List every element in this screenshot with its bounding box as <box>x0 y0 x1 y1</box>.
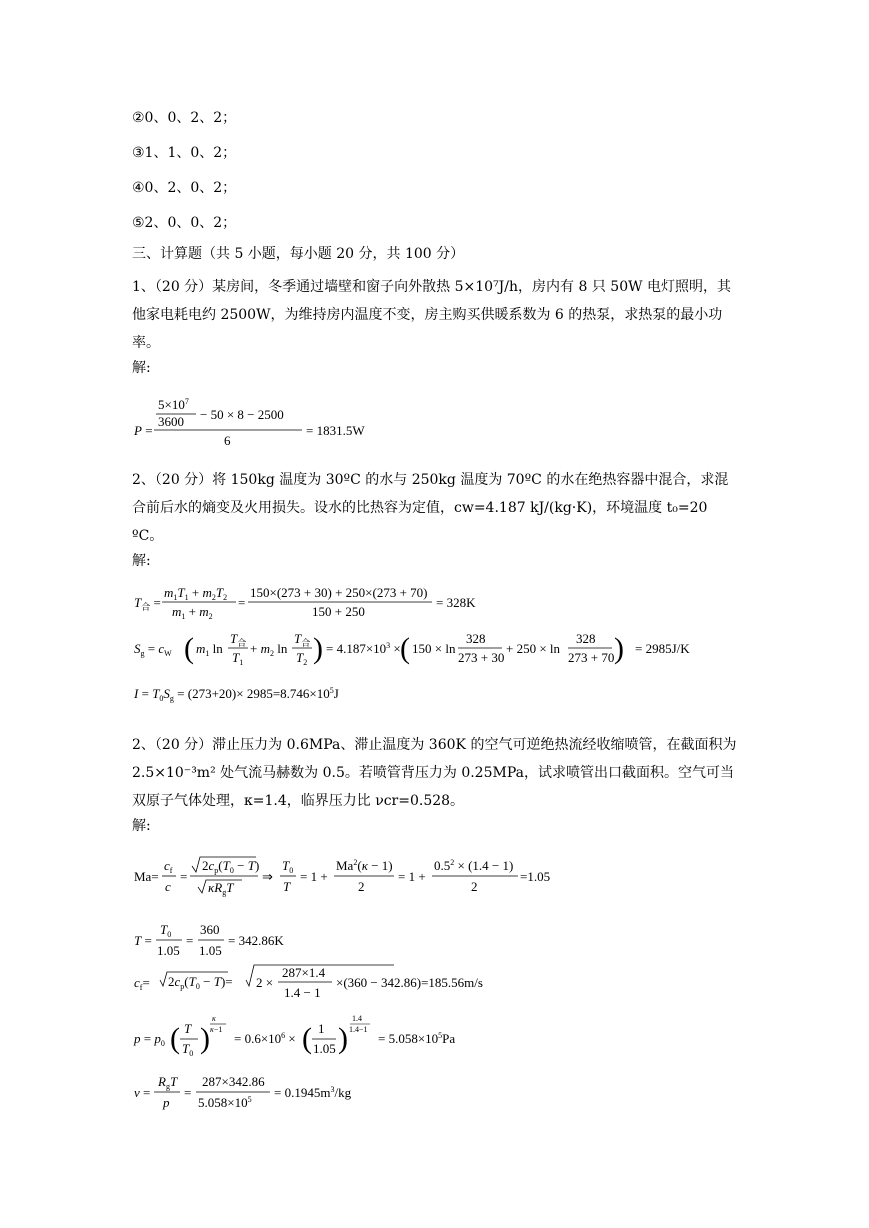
svg-text:v =: v = <box>134 1085 151 1100</box>
question-1-text: 1、（20 分）某房间，冬季通过墙壁和窗子向外散热 5×10⁷J/h，房内有 8 只 50W 电灯照明，其他家电耗电约 2500W，为维持房内温度不变，房主购买供暖系数为 6 的热泵，求热泵的最小功率。 <box>132 279 731 351</box>
svg-text:= 2985J/K: = 2985J/K <box>635 641 690 656</box>
question-3-answer-label: 解: <box>132 818 151 834</box>
svg-text:T: T <box>283 879 291 894</box>
svg-text:= 5.058×105Pa: = $5.058\times 10^5Pa$ <box>378 1031 456 1046</box>
question-2-equation-entropy <box>132 628 652 676</box>
svg-text:150 × ln: 150 × ln <box>412 641 456 656</box>
svg-text:273 + 30: 273 + 30 <box>458 650 505 665</box>
question-2-answer-label: 解: <box>132 553 151 569</box>
svg-text:T =: T = <box>134 933 152 948</box>
svg-text:κRgT: $\kappa R_gT$ <box>208 880 234 897</box>
svg-text:6: 6 <box>224 433 231 448</box>
svg-text:− 50 × 8 − 2500: − 50 × 8 − 2500 <box>200 407 284 422</box>
question-1-answer-label: 解: <box>132 360 151 376</box>
svg-text:P =: P = <box>134 423 153 438</box>
svg-text:T: T <box>184 1021 192 1036</box>
svg-text:2cp(T0 − T)=: $2c_p(T_0 - T)=$ <box>168 974 233 991</box>
question-2-equation-mixing-temp <box>132 582 492 628</box>
equation-power-svg <box>132 395 392 447</box>
svg-text:+ m2 ln: + $m_2$ ln <box>250 641 288 658</box>
svg-text:m1 + m2: $m_1 + m_2$ <box>172 604 213 621</box>
svg-text:2 ×: 2 × <box>256 975 274 990</box>
svg-text:Ma2(κ − 1): $Ma^2(\kappa - 1)$ <box>336 858 393 873</box>
svg-text:T合: $T_合$ <box>230 631 247 648</box>
svg-text:5.058×105: $5.058\times 10^5$ <box>198 1095 252 1110</box>
svg-text:287×342.86: 287×342.86 <box>202 1074 265 1089</box>
svg-text:150 + 250: 150 + 250 <box>312 604 365 619</box>
option-3: ③1、1、0、2； <box>132 145 237 161</box>
svg-text:1.4−1: 1.4−1 <box>349 1025 368 1034</box>
svg-text:= 0.6×106 ×: = $0.6\times 10^6$ × <box>234 1031 296 1046</box>
svg-text:1: 1 <box>318 1021 325 1036</box>
svg-text:150×(273 + 30) + 250×(273 + 70: 150×(273 + 30) + 250×(273 + 70) <box>250 585 428 600</box>
svg-text:T合: $T_合$ <box>294 631 311 648</box>
svg-text:= 342.86K: = 342.86K <box>228 933 284 948</box>
svg-text:(: ( <box>302 1022 312 1055</box>
option-5: ⑤2、0、0、2； <box>132 215 237 231</box>
svg-text:1.05: 1.05 <box>199 943 222 958</box>
svg-text:= 1 +: = 1 + <box>300 869 328 884</box>
svg-text:T0: $T_0$ <box>160 922 172 939</box>
svg-text:3600: 3600 <box>158 414 184 429</box>
question-2-entropy-result <box>635 641 715 665</box>
svg-text:287×1.4: 287×1.4 <box>282 965 326 980</box>
svg-text:⇒: ⇒ <box>262 869 273 884</box>
svg-text:T1: $T_1$ <box>232 650 244 667</box>
svg-text:= 1831.5W: = 1831.5W <box>306 423 365 438</box>
svg-text:m1T1 + m2T2: $m_1T_1 + m_2T_2$ <box>164 585 228 602</box>
question-3-text: 2、（20 分）滞止压力为 0.6MPa、滞止温度为 360K 的空气可逆绝热流经收缩喷管，在截面积为 2.5×10⁻³m² 处气流马赫数为 0.5。若喷管背压力为 0.25MPa，试求喷管出口截面积。空气可当双原子气体处理，κ=1.4，临界压力比 νcr=0.528。 <box>132 737 737 809</box>
question-3-equation-temperature <box>132 922 352 966</box>
svg-text:5×107: $5\times 10^7$ <box>158 397 189 412</box>
svg-text:RgT: $R_gT$ <box>158 1074 178 1091</box>
svg-text:): ) <box>200 1022 210 1055</box>
svg-text:273 + 70: 273 + 70 <box>568 650 615 665</box>
svg-text:= 328K: = 328K <box>436 595 476 610</box>
svg-text:1.4: 1.4 <box>352 1014 362 1023</box>
svg-text:328: 328 <box>576 631 596 646</box>
question-2-equation-exergy-loss <box>132 682 412 710</box>
svg-text:2: 2 <box>471 879 478 894</box>
svg-text:=: = <box>238 595 246 610</box>
svg-text:T2: $T_2$ <box>296 650 308 667</box>
svg-text:κ−1: κ−1 <box>210 1025 223 1034</box>
question-1-equation <box>132 395 392 451</box>
svg-text:= 0.1945m3/kg: = $0.1945m^3/kg$ <box>274 1085 352 1100</box>
svg-text:2: 2 <box>358 879 365 894</box>
svg-text:360: 360 <box>200 922 220 937</box>
option-4: ④0、2、0、2； <box>132 180 237 196</box>
svg-text:0.52 × (1.4 − 1): $0.5^2 \times (1.4 - 1)$ <box>434 858 514 873</box>
svg-text:(: ( <box>184 632 194 665</box>
svg-text:=: = <box>180 869 188 884</box>
svg-text:): ) <box>338 1022 348 1055</box>
svg-text:1.05: 1.05 <box>313 1041 336 1056</box>
svg-text:=: = <box>184 1085 192 1100</box>
svg-text:m1 ln: $m_1$ ln <box>196 641 223 658</box>
svg-text:cf: $c_f$ <box>164 858 173 875</box>
svg-text:T0: $T_0$ <box>182 1041 194 1058</box>
svg-text:T合 =: $T_合$ = <box>134 595 161 612</box>
svg-text:T0: $T_0$ <box>282 858 294 875</box>
question-3-equation-pressure <box>132 1013 456 1065</box>
svg-text:(: ( <box>170 1022 180 1055</box>
svg-text:= 4.187×103 ×: = $4.187\times 10^3$ × <box>326 641 401 656</box>
svg-text:Sg = cW: $S_g = c_W$ <box>134 641 172 658</box>
svg-text:κ: κ <box>212 1014 216 1023</box>
svg-text:p = p0: $p = p_0$ <box>134 1031 165 1048</box>
svg-text:×(360 − 342.86)=185.56m/s: ×(360 − 342.86)=185.56m/s <box>336 975 483 990</box>
option-2: ②0、0、2、2； <box>132 110 237 126</box>
svg-text:): ) <box>614 632 624 665</box>
svg-text:2cp(T0 − T): $2c_p(T_0 - T)$ <box>202 858 260 875</box>
svg-text:I = T0Sg = (273+20)× 2985=8.74: $I = T_0S_g = (273+20)\times 2985=8.746\times 10^5J$ <box>134 686 339 703</box>
svg-text:c: c <box>165 879 171 894</box>
svg-text:=1.05: =1.05 <box>520 869 551 884</box>
svg-text:cf=: $c_f=$ <box>134 975 150 992</box>
question-3-equation-mach <box>132 853 552 905</box>
question-3-equation-specific-volume <box>132 1074 392 1118</box>
svg-text:328: 328 <box>466 631 486 646</box>
section-title: 三、计算题（共 5 小题，每小题 20 分，共 100 分） <box>132 246 465 262</box>
svg-text:1.4 − 1: 1.4 − 1 <box>284 985 321 1000</box>
svg-text:=: = <box>186 933 194 948</box>
svg-text:): ) <box>313 632 323 665</box>
svg-text:p: p <box>163 1095 170 1110</box>
svg-text:(: ( <box>400 632 410 665</box>
svg-text:+ 250 × ln: + 250 × ln <box>506 641 561 656</box>
question-2-text: 2、（20 分）将 150kg 温度为 30ºC 的水与 250kg 温度为 70ºC 的水在绝热容器中混合，求混合前后水的熵变及火用损失。设水的比热容为定值，cw=4.187 kJ/(kg·K)，环境温度 t₀=20 ºC。 <box>132 472 729 544</box>
svg-text:= 1 +: = 1 + <box>398 869 426 884</box>
svg-text:Ma=: Ma= <box>134 869 159 884</box>
svg-text:1.05: 1.05 <box>157 943 180 958</box>
question-3-equation-velocity <box>132 964 483 1008</box>
